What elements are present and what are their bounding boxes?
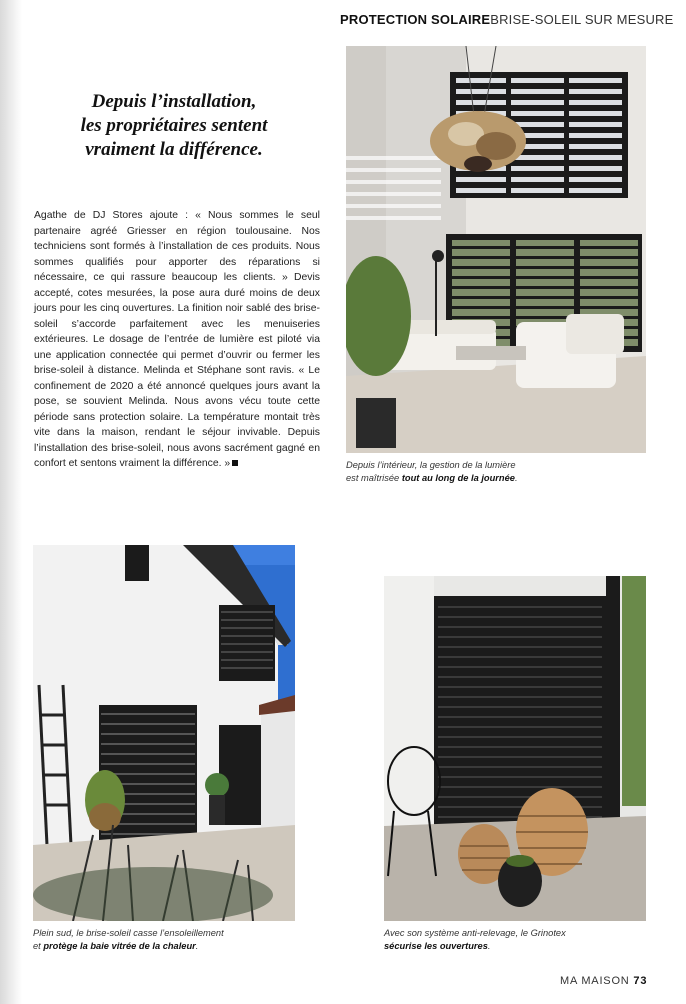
caption-terrace [384, 927, 646, 953]
photo-house-facade [33, 545, 295, 921]
article-paragraph: Agathe de DJ Stores ajoute : « Nous sommes le seul partenaire agréé Griesser en région toulousaine. Nos techniciens sont formés à l’installation de ces produits. Nous sommes qualifiés pour apporter des réparations si nécessaire, ce qui rassure beaucoup les clients. » Devis accepté, cotes mesurées, la pose aura duré moins de deux jours pour les cinq ouvertures. La finition noir sablé des brise-soleil s’accorde parfaitement avec les menuiseries extérieures. Le dosage de l’entrée de lumière est piloté via une application connectée qui permet d’ouvrir ou fermer les brise-soleil à distance. Melinda et Stéphane sont ravis. « Le confinement de 2020 a été annoncé quelques jours avant la pose, se souvient Melinda. Nous avons vécu toute cette période sans protection solaire. La température montait très vite dans la maison, rendant le séjour invivable. Depuis l’installation des brise-soleil, nous avons sacrément gagné en confort et sentons vraiment la différence. » [34, 210, 320, 469]
caption-interior-line2: est maîtrisée [346, 473, 402, 483]
photo-terrace-shutter [384, 576, 646, 921]
caption-interior [346, 459, 646, 485]
caption-terrace-line1: Avec son système anti-relevage, le Grinotex [384, 928, 566, 938]
page-number: 73 [633, 975, 648, 987]
pull-quote [40, 90, 308, 162]
photo-interior-living-room [346, 46, 646, 453]
caption-facade-line1: Plein sud, le brise-soleil casse l’ensoleillement [33, 928, 224, 938]
caption-interior-end: . [514, 473, 518, 483]
magazine-name: MA MAISON [560, 975, 630, 987]
caption-interior-highlight: tout au long de la journée [401, 473, 515, 483]
pull-quote-line2: les propriétaires sentent [80, 115, 268, 136]
caption-facade [33, 927, 323, 953]
section-header [340, 12, 674, 34]
caption-facade-highlight: protège la baie vitrée de la chaleur [43, 941, 196, 951]
article-body [34, 208, 320, 472]
end-of-article-square-icon [232, 460, 238, 466]
section-title: PROTECTION SOLAIRE [340, 12, 491, 27]
section-subtitle: BRISE-SOLEIL SUR MESURE [490, 12, 674, 27]
pull-quote-line1: Depuis l’installation, [91, 91, 257, 112]
pull-quote-line3: vraiment la différence. [85, 139, 263, 160]
page-gutter-shadow [0, 0, 22, 1004]
caption-facade-end: . [195, 941, 199, 951]
caption-interior-line1: Depuis l’intérieur, la gestion de la lumière [346, 460, 516, 470]
caption-terrace-end: . [487, 941, 491, 951]
page-footer [560, 975, 647, 987]
caption-facade-line2: et [33, 941, 44, 951]
caption-terrace-highlight: sécurise les ouvertures [384, 941, 488, 951]
